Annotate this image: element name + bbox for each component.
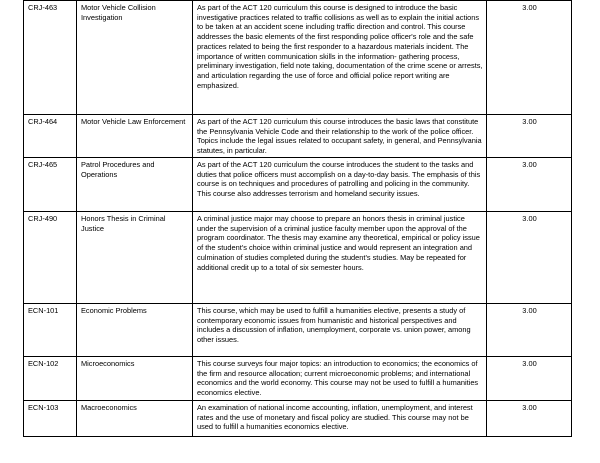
course-credits: 3.00 — [487, 401, 572, 437]
table-row — [24, 212, 572, 304]
course-title: Motor Vehicle Collision Investigation — [77, 1, 193, 115]
course-credits: 3.00 — [487, 115, 572, 158]
course-credits: 3.00 — [487, 357, 572, 401]
table-row — [24, 304, 572, 357]
course-description: As part of the ACT 120 curriculum this course introduces the basic laws that constitute the Pennsylvania Vehicle Code and their relationship to the work of the police officer. Topics include the legal issues related to occupant safety, in general, and Pennsylvania statutes, in particular. — [193, 115, 487, 158]
course-credits: 3.00 — [487, 212, 572, 304]
course-code: CRJ-465 — [24, 158, 77, 212]
course-code: CRJ-463 — [24, 1, 77, 115]
course-code: ECN-101 — [24, 304, 77, 357]
course-code: ECN-102 — [24, 357, 77, 401]
course-table — [23, 0, 572, 437]
course-title: Motor Vehicle Law Enforcement — [77, 115, 193, 158]
table-row — [24, 401, 572, 437]
course-description: A criminal justice major may choose to prepare an honors thesis in criminal justice under the supervision of a criminal justice faculty member upon the approval of the program coordinator. The thesis may examine any theoretical, empirical or policy issue of the student's choice within criminal justice and would represent an integration and culmination of studies completed during the student's studies. May be repeated for additional credit up to a total of six semester hours. — [193, 212, 487, 304]
course-credits: 3.00 — [487, 158, 572, 212]
course-title: Honors Thesis in Criminal Justice — [77, 212, 193, 304]
table-row — [24, 1, 572, 115]
course-description: This course surveys four major topics: an introduction to economics; the economics of the firm and resource allocation; current microeconomic problems; and international economics and the world economy. This course may not be used to fulfill a humanities economics elective. — [193, 357, 487, 401]
course-description: An examination of national income accounting, inflation, unemployment, and interest rates and the use of monetary and fiscal policy are studied. This course may not be used to fulfill a humanities economics elective. — [193, 401, 487, 437]
course-code: CRJ-464 — [24, 115, 77, 158]
course-title: Microeconomics — [77, 357, 193, 401]
course-credits: 3.00 — [487, 1, 572, 115]
table-row — [24, 115, 572, 158]
course-code: CRJ-490 — [24, 212, 77, 304]
course-description: As part of the ACT 120 curriculum this course is designed to introduce the basic investigative practices related to traffic collisions as well as to explain the initial actions to be taken at an accident scene including traffic direction and control. This course addresses the basic elements of the first responding police officer's role and the safe practices related to being the first responder to a hazardous materials incident. The importance of written communication skills in the information- gathering process, preliminary investigation, field note taking, documentation of the crime scene or arrests, and articulation regarding the use of force and official police report writing are emphasized. — [193, 1, 487, 115]
course-code: ECN-103 — [24, 401, 77, 437]
course-description: This course, which may be used to fulfill a humanities elective, presents a study of contemporary economic issues from humanistic and historical perspectives and includes a discussion of inflation, unemployment, corporate vs. union power, among other issues. — [193, 304, 487, 357]
course-title: Macroeconomics — [77, 401, 193, 437]
course-title: Patrol Procedures and Operations — [77, 158, 193, 212]
course-description: As part of the ACT 120 curriculum the course introduces the student to the tasks and duties that police officers must accomplish on a day-to-day basis. The emphasis of this course is on techniques and procedures of patrolling and policing in the community. This course also addresses terrorism and homeland security issues. — [193, 158, 487, 212]
course-credits: 3.00 — [487, 304, 572, 357]
table-row — [24, 158, 572, 212]
course-title: Economic Problems — [77, 304, 193, 357]
table-row — [24, 357, 572, 401]
